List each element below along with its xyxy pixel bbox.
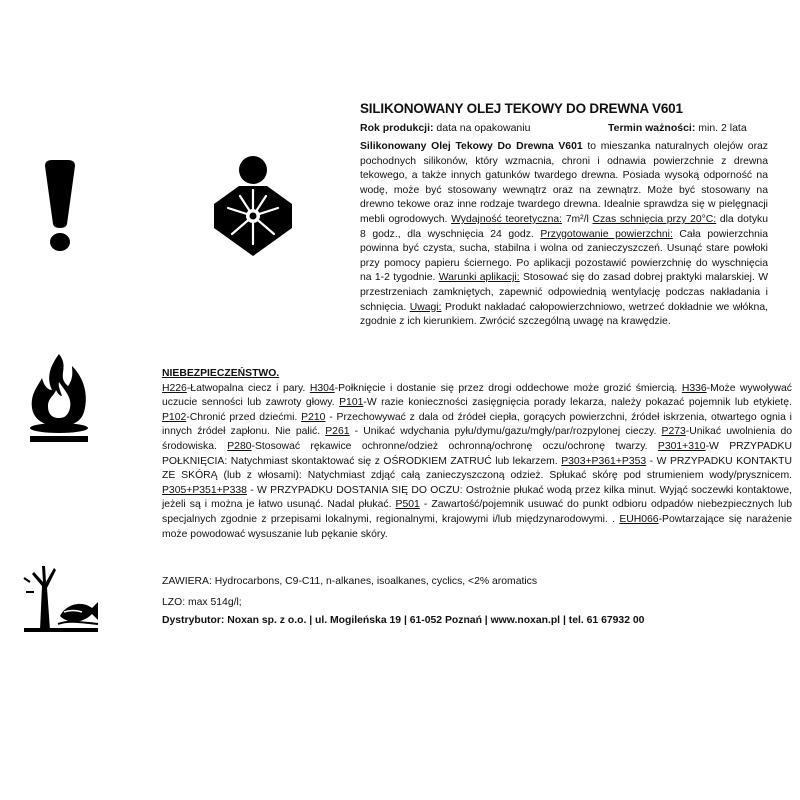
hazard-text: -Łatwopalna ciecz i pary. (186, 382, 310, 394)
hazard-code: P303+P361+P353 (561, 455, 647, 467)
hazard-code: P305+P351+P338 (162, 484, 247, 496)
hazard-text: -Połknięcie i dostanie się przez drogi oddechowe może grozić śmiercią. (334, 382, 682, 394)
hazard-heading: NIEBEZPIECZEŃSTWO. (162, 368, 280, 379)
hazard-text: -Unikać uwolnienia do środowiska. (162, 426, 793, 452)
notes-value: Produkt nakładać całopowierzchniowo, wetrzeć dokładnie we włókna, zgodnie z ich kierunkiem. Zwrócić szczególną uwagę na krawędzie. (360, 301, 768, 328)
hazard-code: P102 (162, 411, 187, 423)
product-name: Silikonowany Olej Tekowy Do Drewna V601 (360, 141, 583, 152)
notes-label: Uwagi: (409, 301, 442, 313)
product-description (360, 140, 768, 330)
production-date (360, 122, 530, 134)
distributor-line (162, 614, 644, 628)
drying-value: dla dotyku 8 godz., dla wyschnięcia 24 godz. (360, 213, 768, 240)
hazard-text: -Chronić przed dziećmi. (186, 411, 302, 423)
yield-label: Wydajność teoretyczna: (451, 213, 563, 225)
expiry-label: Termin ważności: (608, 122, 696, 134)
preparation-label: Przygotowanie powierzchni: (540, 228, 673, 240)
hazard-text: -Może wywoływać uczucie senności lub zawroty głowy. (162, 382, 792, 409)
hazard-code: H226 (162, 382, 187, 394)
hazard-code: P261 (325, 426, 350, 438)
application-value: Stosować się do zasad dobrej praktyki malarskiej. W przestrzeniach zamkniętych, zapewnić odpowiednią wentylację podczas nakładania i schnięcia. (360, 272, 768, 313)
hazard-code: P210 (301, 411, 326, 423)
hazard-code: EUH066 (619, 513, 659, 525)
hazard-text: -Powtarzające się narażenie może powodować wysuszanie lub pękanie skóry. (162, 513, 792, 540)
distributor-label: Dystrybutor: (162, 615, 225, 626)
ingredients-line: ZAWIERA: Hydrocarbons, C9-C11, n-alkanes, isoalkanes, cyclics, <2% aromatics (162, 576, 538, 587)
hazard-code: P301+310 (657, 440, 706, 452)
voc-line: LZO: max 514g/l; (162, 597, 242, 608)
yield-value: 7m²/l (562, 213, 593, 225)
production-value: data na opakowaniu (433, 122, 531, 134)
hazard-text: -W razie konieczności zasięgnięcia porady lekarza, należy pokazać pojemnik lub etykietę. (363, 397, 792, 409)
hazard-code: P273 (661, 426, 686, 438)
application-label: Warunki aplikacji: (438, 272, 520, 284)
hazard-text: - Zawartość/pojemnik usuwać do punkt odbioru odpadów niebezpiecznych lub specjalnych zgodnie z przepisami lokalnymi, regionalnymi, krajowymi i/lub międzynarodowymi. . (162, 499, 793, 525)
hazard-statements (162, 367, 792, 542)
hazard-code: P101 (339, 397, 364, 409)
hazard-code: P501 (395, 499, 420, 511)
flame-icon (26, 352, 92, 444)
preparation-value: Cała powierzchnia powinna być czysta, sucha, stabilna i wolna od zanieczyszczeń. Usunąć stare powłoki przy pomocy papieru ściernego. Po aplikacji pozostawić powierzchnię do wyschnięcia na 1-2 tygodnie. (360, 228, 768, 284)
hazard-code: H336 (681, 382, 707, 394)
expiry-value: min. 2 lata (695, 122, 747, 134)
expiry-date (608, 122, 747, 134)
hazard-text: - Przechowywać z dala od źródeł ciepła, gorących powierzchni, źródeł iskrzenia, otwartego ognia i innych źródeł zapłonu. Nie palić. (162, 411, 792, 438)
hazard-text: -W PRZYPADKU POŁKNIĘCIA: Natychmiast skontaktować się z OŚRODKIEM ZATRUĆ lub lekarzem. (162, 440, 792, 467)
hazard-text: - Unikać wdychania pyłu/dymu/gazu/mgły/par/rozpylonej cieczy. (349, 426, 662, 438)
hazard-text: - W PRZYPADKU KONTAKTU ZE SKÓRĄ (lub z włosami): Natychmiast zdjąć całą zanieczyszczoną odzież. Spłukać skórę pod strumieniem wody/prysznicem. (162, 455, 793, 482)
hazard-text: -Stosować rękawice ochronne/odzież ochronną/ochronę oczu/ochronę twarzy. (251, 440, 658, 452)
hazard-text: - W PRZYPADKU DOSTANIA SIĘ DO OCZU: Ostrożnie płukać wodą przez kilka minut. Wyjąć soczewki kontaktowe, jeżeli są i można je łatwo usunąć. Nadal płukać. (162, 484, 792, 511)
distributor-value: Noxan sp. z o.o. | ul. Mogileńska 19 | 61-052 Poznań | www.noxan.pl | tel. 61 67932 00 (224, 615, 645, 626)
health-hazard-icon (212, 152, 294, 258)
environment-hazard-icon (20, 552, 102, 634)
hazard-code: H304 (309, 382, 335, 394)
description-text: to mieszanka naturalnych olejów oraz pochodnych silikonów, który wzmacnia, chroni i odnawia powierzchnie z drewna tekowego, a także innych gatunków twardego drewna. Posiada wysoką odporność na wodę, może być stosowany wewnątrz oraz na zewnątrz. Może być stosowany na drewno tekowe oraz inne rodzaje twardego drewna. Idealnie sprawdza się w pielęgnacji mebli ogrodowych. (360, 141, 768, 225)
exclamation-mark-icon (42, 158, 78, 254)
production-label: Rok produkcji: (360, 122, 434, 134)
product-title: SILIKONOWANY OLEJ TEKOWY DO DREWNA V601 (360, 101, 683, 116)
hazard-code: P280 (227, 440, 252, 452)
hazard-items (162, 383, 792, 540)
drying-label: Czas schnięcia przy 20°C: (592, 213, 717, 225)
